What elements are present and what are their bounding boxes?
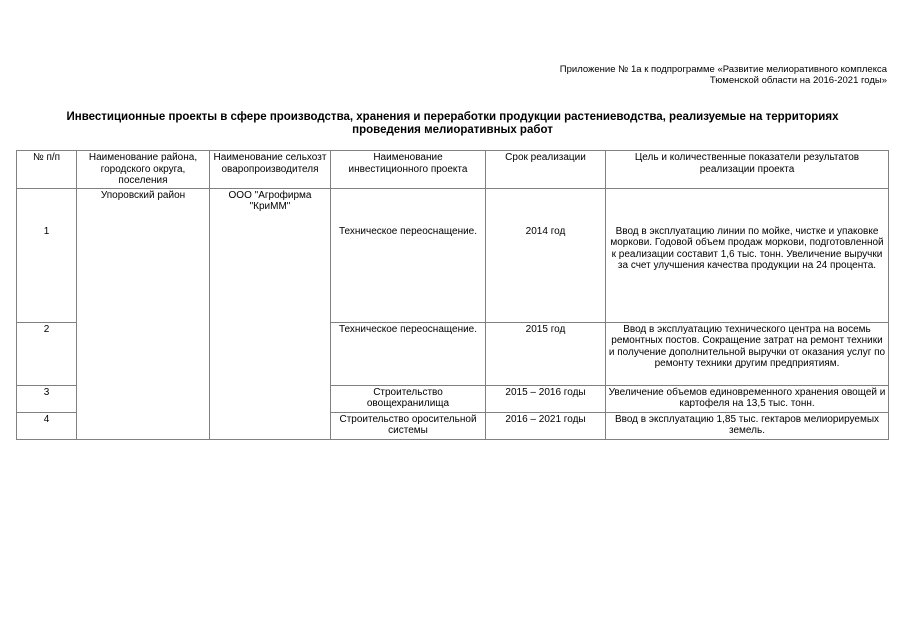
header-region: Наименование района, городского округа, поселения <box>77 151 210 189</box>
document-title <box>20 111 885 137</box>
row-num: 3 <box>17 385 77 412</box>
result-cell: Увеличение объемов единовременного хранения овощей и картофеля на 13,5 тыс. тонн. <box>606 385 889 412</box>
result-cell: Ввод в эксплуатацию технического центра на восемь ремонтных постов. Сокращение затрат на ремонт техники и получение дополнительной выручки от оказания услуг по ремонту техники другим предприятиям. <box>606 322 889 385</box>
appendix-note <box>560 64 887 86</box>
header-num: № п/п <box>17 151 77 189</box>
region-cell: Упоровский район <box>77 188 210 439</box>
table-header-row <box>17 151 889 189</box>
project-cell: Строительство оросительной системы <box>331 412 486 439</box>
row-num: 1 <box>17 188 77 322</box>
header-period: Срок реализации <box>486 151 606 189</box>
appendix-line-1: Приложение № 1а к подпрограмме «Развитие мелиоративного комплекса <box>559 64 887 75</box>
period-cell: 2015 год <box>486 322 606 385</box>
organization-cell: ООО "Агрофирма "КриММ" <box>210 188 331 439</box>
period-cell: 2015 – 2016 годы <box>486 385 606 412</box>
appendix-line-2: Тюменской области на 2016-2021 годы» <box>709 75 887 86</box>
period-cell: 2016 – 2021 годы <box>486 412 606 439</box>
project-cell: Строительство овощехранилища <box>331 385 486 412</box>
header-organization: Наименование сельхозтоваропроизводителя <box>210 151 331 189</box>
document-title-line-2: проведения мелиоративных работ <box>352 124 553 136</box>
document-title-line-1: Инвестиционные проекты в сфере производства, хранения и переработки продукции растениеводства, реализуемые на территориях <box>66 111 839 123</box>
projects-table <box>16 150 889 440</box>
row-num: 2 <box>17 322 77 385</box>
project-cell: Техническое переоснащение. <box>331 322 486 385</box>
project-cell: Техническое переоснащение. <box>331 188 486 322</box>
row-num: 4 <box>17 412 77 439</box>
table-row <box>17 188 889 322</box>
period-cell: 2014 год <box>486 188 606 322</box>
header-result: Цель и количественные показатели результатов реализации проекта <box>606 151 889 189</box>
result-cell: Ввод в эксплуатацию линии по мойке, чистке и упаковке моркови. Годовой объем продаж моркови, подготовленной к реализации составит 1,6 тыс. тонн. Увеличение выручки за счет улучшения качества продукции на 24 процента. <box>606 188 889 322</box>
header-project: Наименование инвестиционного проекта <box>331 151 486 189</box>
result-cell: Ввод в эксплуатацию 1,85 тыс. гектаров мелиорируемых земель. <box>606 412 889 439</box>
